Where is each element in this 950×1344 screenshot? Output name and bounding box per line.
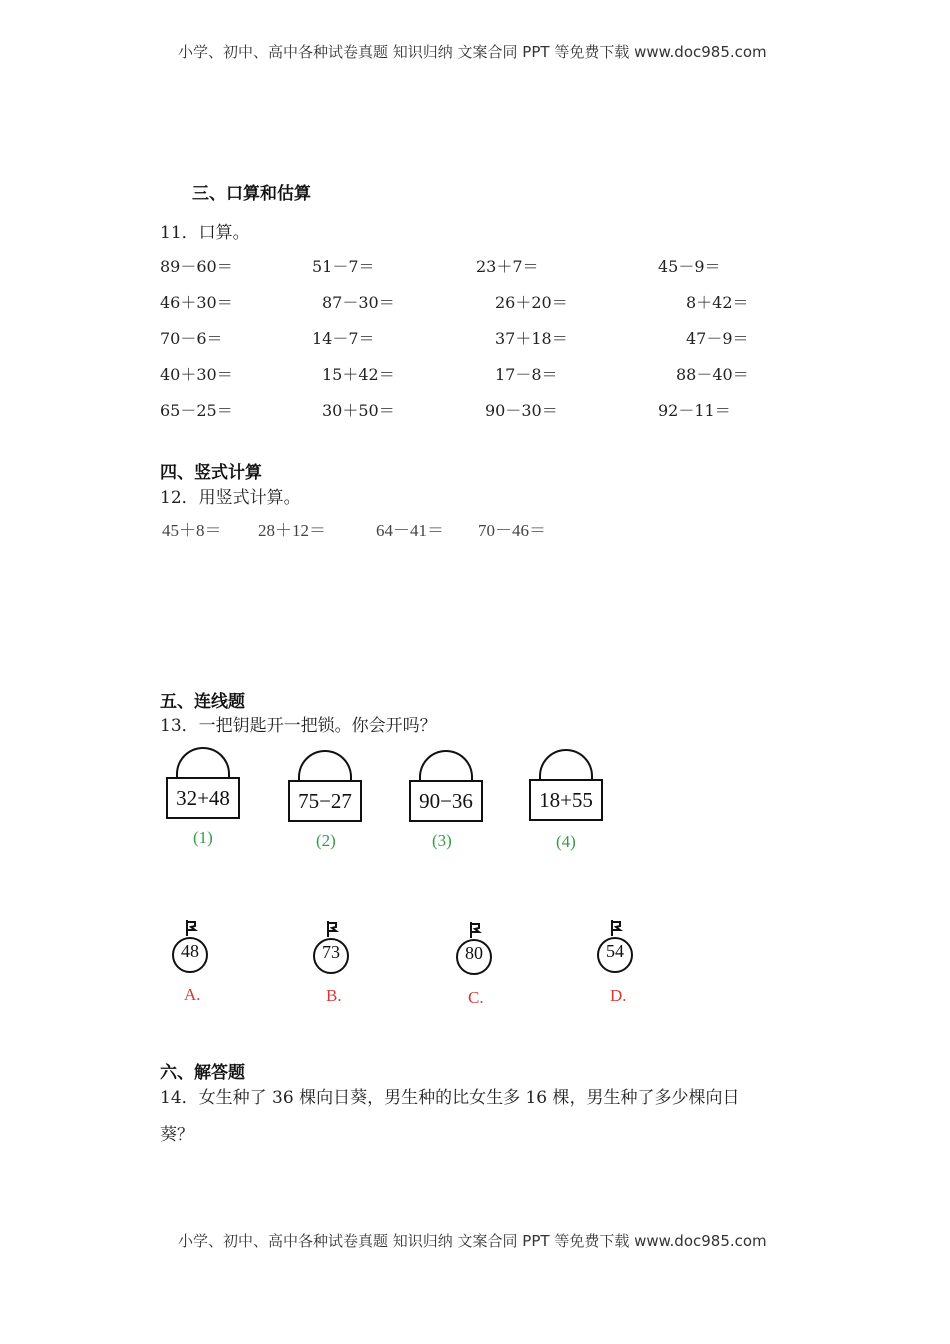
lock-expression: 75−27	[288, 780, 362, 822]
oral-calc-item: 90－30＝	[485, 401, 558, 420]
lock-expression: 32+48	[166, 777, 240, 819]
oral-calc-item: 87－30＝	[322, 293, 395, 312]
oral-calc-item: 23＋7＝	[476, 257, 539, 276]
page-header: 小学、初中、高中各种试卷真题 知识归纳 文案合同 PPT 等免费下载 www.doc985.com	[178, 43, 767, 61]
key-d	[596, 918, 636, 978]
lock-expression: 90−36	[409, 780, 483, 822]
question-14-line-2: 葵？	[160, 1125, 194, 1145]
oral-calc-item: 70－6＝	[160, 329, 223, 348]
lock-expression: 18+55	[529, 779, 603, 821]
oral-calc-item: 92－11＝	[658, 401, 731, 420]
oral-calc-item: 40＋30＝	[160, 365, 233, 384]
key-value: 54	[606, 941, 624, 961]
lock-label: (1)	[193, 828, 213, 847]
key-value: 80	[465, 943, 483, 963]
question-14-line-1: 14．女生种了 36 棵向日葵，男生种的比女生多 16 棵，男生种了多少棵向日	[160, 1088, 740, 1108]
oral-calc-item: 15＋42＝	[322, 365, 395, 384]
oral-calc-item: 51－7＝	[312, 257, 375, 276]
oral-calc-item: 65－25＝	[160, 401, 233, 420]
vertical-calc-item: 28＋12＝	[258, 521, 326, 540]
vertical-calc-item: 70－46＝	[478, 521, 546, 540]
key-label: B.	[326, 986, 342, 1005]
oral-calc-item: 45－9＝	[658, 257, 721, 276]
question-12: 12．用竖式计算。	[160, 488, 301, 508]
key-label: D.	[610, 986, 627, 1005]
key-c	[455, 920, 495, 980]
oral-calc-item: 8＋42＝	[686, 293, 749, 312]
lock-label: (3)	[432, 831, 452, 850]
key-b	[312, 919, 352, 979]
oral-calc-item: 14－7＝	[312, 329, 375, 348]
key-a	[171, 918, 211, 978]
vertical-calc-item: 45＋8＝	[162, 521, 222, 540]
oral-calc-item: 37＋18＝	[495, 329, 568, 348]
section-title-oral-calc: 三、口算和估算	[192, 184, 311, 204]
section-title-vertical-calc: 四、竖式计算	[160, 463, 262, 483]
question-11: 11．口算。	[160, 223, 250, 243]
key-value: 48	[181, 941, 199, 961]
oral-calc-item: 89－60＝	[160, 257, 233, 276]
key-label: C.	[468, 988, 484, 1007]
key-label: A.	[184, 985, 201, 1004]
oral-calc-item: 30＋50＝	[322, 401, 395, 420]
vertical-calc-item: 64－41＝	[376, 521, 444, 540]
question-13: 13．一把钥匙开一把锁。你会开吗？	[160, 716, 437, 736]
lock-label: (2)	[316, 831, 336, 850]
oral-calc-item: 88－40＝	[676, 365, 749, 384]
section-title-word-problem: 六、解答题	[160, 1063, 245, 1083]
page-footer: 小学、初中、高中各种试卷真题 知识归纳 文案合同 PPT 等免费下载 www.doc985.com	[178, 1232, 767, 1250]
oral-calc-item: 17－8＝	[495, 365, 558, 384]
oral-calc-item: 46＋30＝	[160, 293, 233, 312]
lock-label: (4)	[556, 832, 576, 851]
key-value: 73	[322, 942, 340, 962]
oral-calc-item: 26＋20＝	[495, 293, 568, 312]
oral-calc-item: 47－9＝	[686, 329, 749, 348]
section-title-matching: 五、连线题	[160, 692, 245, 712]
